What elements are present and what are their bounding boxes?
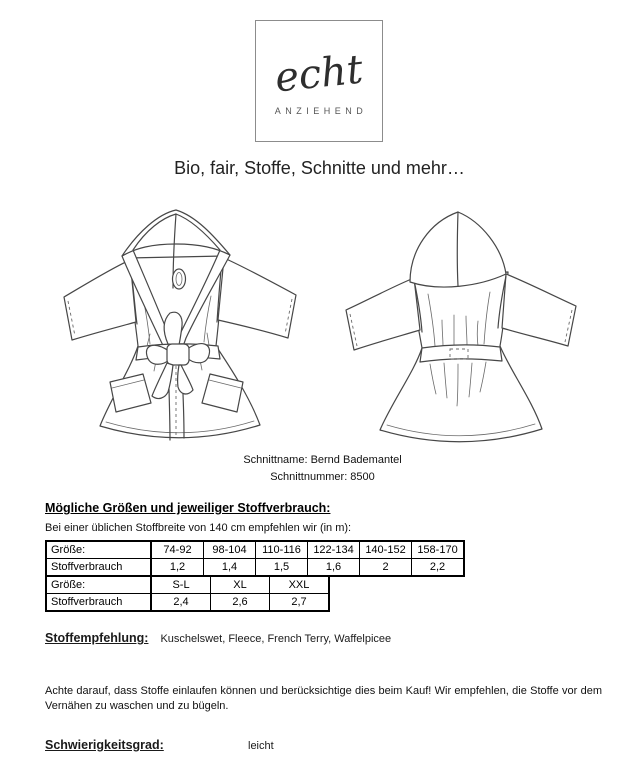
drawing-caption (0, 452, 639, 486)
difficulty-label: Schwierigkeitsgrad: (45, 738, 164, 752)
sizes-heading: Mögliche Größen und jeweiliger Stoffverbrauch: (45, 501, 331, 515)
pattern-name: Schnittname: Bernd Bademantel (243, 454, 402, 466)
size-cell: XL (211, 576, 270, 594)
value-cell: 2 (360, 559, 412, 577)
difficulty-line (45, 738, 274, 752)
adult-size-table (45, 575, 330, 612)
bathrobe-back-drawing-icon (330, 198, 592, 460)
table-row (46, 559, 464, 577)
size-cell: 74-92 (151, 541, 204, 559)
fabric-value: Kuschelswet, Fleece, French Terry, Waffelpicee (160, 633, 392, 645)
table-row (46, 594, 329, 612)
value-cell: 1,6 (308, 559, 360, 577)
row-label: Größe: (46, 541, 151, 559)
table-row (46, 541, 464, 559)
kids-size-table (45, 540, 465, 577)
value-cell: 2,4 (151, 594, 211, 612)
value-cell: 1,4 (204, 559, 256, 577)
size-cell: 98-104 (204, 541, 256, 559)
value-cell: 2,2 (412, 559, 465, 577)
logo-caption-text: ANZIEHEND (274, 106, 368, 116)
row-label: Größe: (46, 576, 151, 594)
row-label: Stoffverbrauch (46, 594, 151, 612)
pattern-number: Schnittnummer: 8500 (270, 471, 375, 483)
sizes-intro: Bei einer üblichen Stoffbreite von 140 cm empfehlen wir (in m): (45, 522, 352, 534)
value-cell: 1,5 (256, 559, 308, 577)
value-cell: 2,6 (211, 594, 270, 612)
page-title: Bio, fair, Stoffe, Schnitte und mehr… (174, 158, 465, 178)
table-row (46, 576, 329, 594)
size-cell: 140-152 (360, 541, 412, 559)
row-label: Stoffverbrauch (46, 559, 151, 577)
size-cell: 110-116 (256, 541, 308, 559)
difficulty-value: leicht (248, 740, 274, 752)
size-tables (45, 540, 465, 612)
technical-drawings (0, 198, 639, 460)
fabric-label: Stoffempfehlung: (45, 631, 149, 645)
shrinkage-note: Achte darauf, dass Stoffe einlaufen können und berücksichtige dies beim Kauf! Wir empfehlen, die Stoffe vor dem Vernähen zu waschen und zu bügeln. (45, 685, 602, 712)
size-cell: S-L (151, 576, 211, 594)
size-cell: XXL (270, 576, 330, 594)
size-cell: 158-170 (412, 541, 465, 559)
value-cell: 2,7 (270, 594, 330, 612)
logo-script-text: echt (272, 46, 366, 102)
brand-logo (255, 20, 383, 142)
fabric-recommendation (45, 631, 391, 645)
bathrobe-front-drawing-icon (50, 198, 312, 460)
size-cell: 122-134 (308, 541, 360, 559)
value-cell: 1,2 (151, 559, 204, 577)
